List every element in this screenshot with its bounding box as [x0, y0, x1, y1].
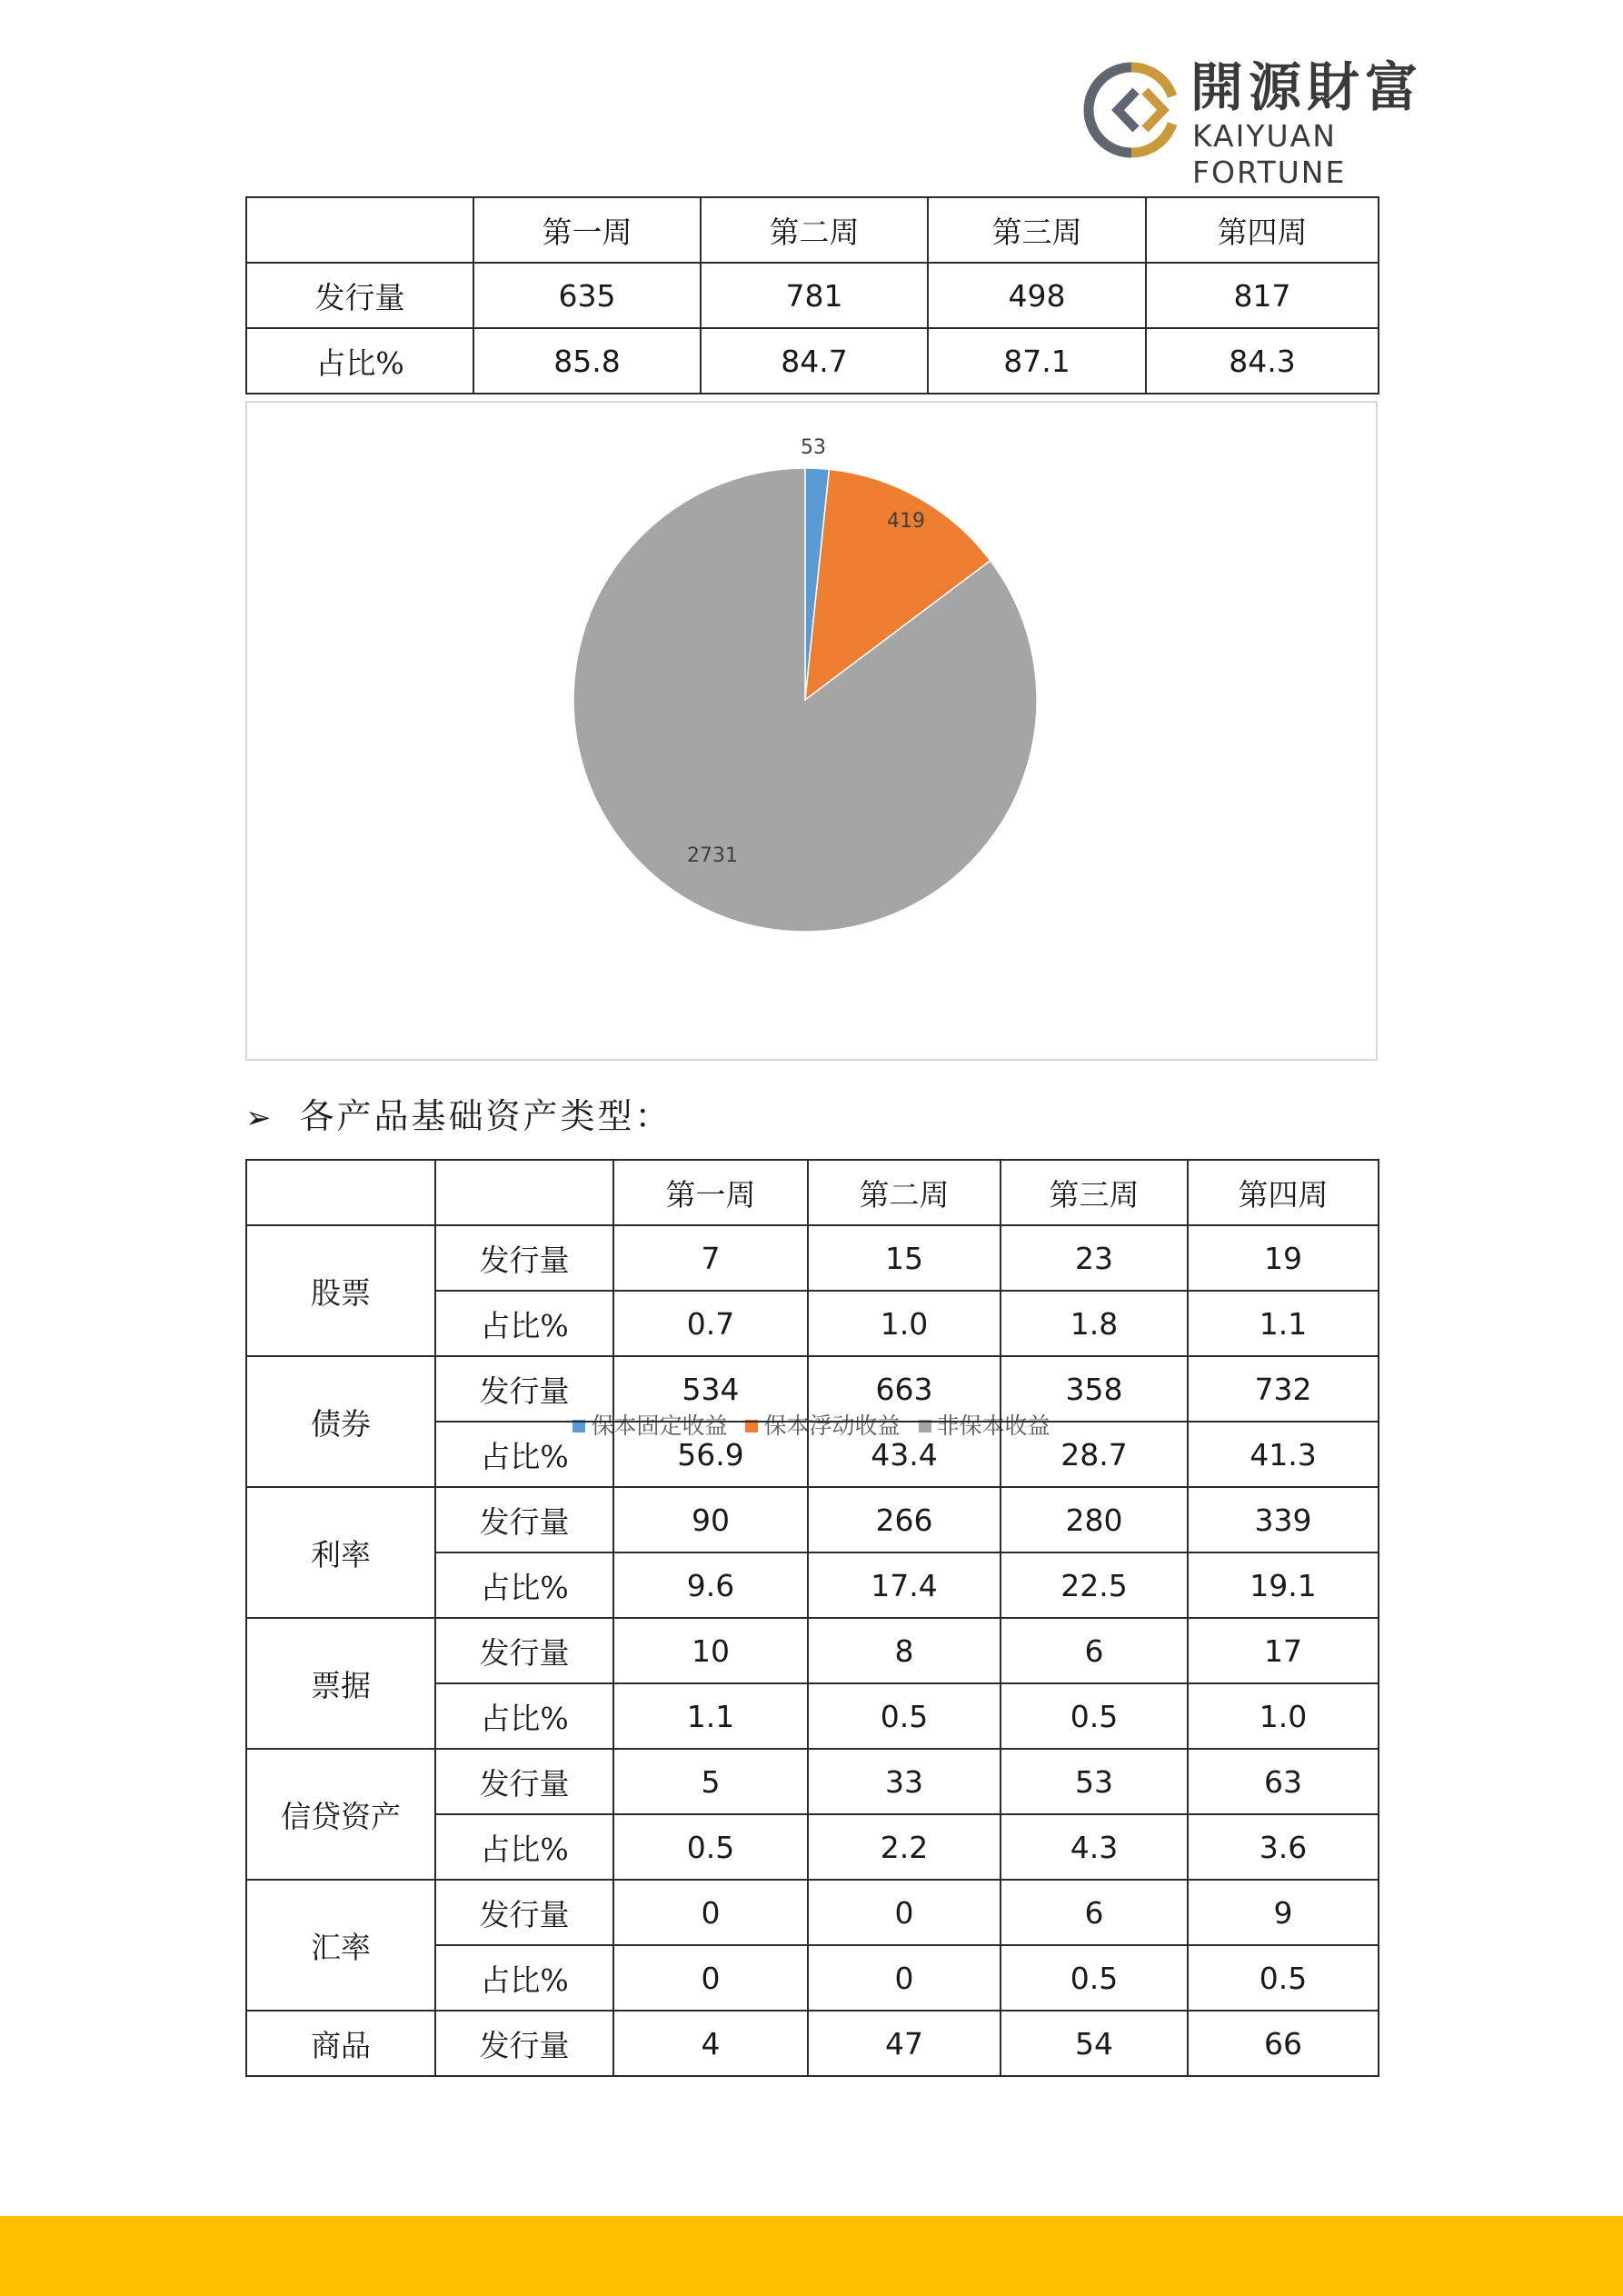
table-cell: 358	[1001, 1356, 1188, 1422]
footer-bar	[0, 2216, 1623, 2296]
table-cell: 280	[1001, 1487, 1188, 1552]
table-cell: 2.2	[808, 1814, 1001, 1880]
table-cell: 28.7	[1001, 1422, 1188, 1487]
table-cell: 0.5	[1001, 1945, 1188, 2011]
table-cell: 6	[1001, 1880, 1188, 1945]
table-cell: 10	[613, 1618, 808, 1683]
table-cell: 1.1	[613, 1683, 808, 1749]
row-label: 占比%	[435, 1683, 613, 1749]
table-cell: 0.5	[613, 1814, 808, 1880]
table-cell: 4	[613, 2011, 808, 2076]
table-cell: 17	[1188, 1618, 1379, 1683]
row-label: 发行量	[435, 2011, 613, 2076]
table-cell: 9	[1188, 1880, 1379, 1945]
asset-type-table	[245, 1159, 1379, 2077]
table-row	[246, 1880, 1379, 1945]
row-label: 占比%	[246, 328, 473, 394]
table-cell: 8	[808, 1618, 1001, 1683]
row-label: 发行量	[435, 1356, 613, 1422]
section-heading-text: 各产品基础资产类型：	[299, 1096, 672, 1136]
table-header-row	[246, 197, 1379, 263]
table-cell: 19.1	[1188, 1552, 1379, 1618]
header-cell	[435, 1160, 613, 1225]
asset-category-label: 信贷资产	[246, 1749, 435, 1880]
table-cell: 56.9	[613, 1422, 808, 1487]
table-cell: 534	[613, 1356, 808, 1422]
row-label: 发行量	[435, 1880, 613, 1945]
logo-english-text: KAIYUAN FORTUNE	[1192, 118, 1347, 190]
header-cell: 第一周	[613, 1160, 808, 1225]
table-cell: 817	[1146, 263, 1379, 328]
table-cell: 23	[1001, 1225, 1188, 1291]
table-row	[246, 1487, 1379, 1552]
table-cell: 266	[808, 1487, 1001, 1552]
table-cell: 0	[613, 1945, 808, 2011]
table-cell: 0	[808, 1945, 1001, 2011]
pie-data-label: 419	[887, 510, 925, 533]
table-cell: 22.5	[1001, 1552, 1188, 1618]
table-cell: 0.5	[1001, 1683, 1188, 1749]
table-cell: 87.1	[928, 328, 1146, 394]
legend-label: 保本浮动收益	[763, 1413, 901, 1439]
table-cell: 0.7	[613, 1291, 808, 1356]
header-cell	[246, 197, 473, 263]
table-cell: 1.1	[1188, 1291, 1379, 1356]
table-cell: 5	[613, 1749, 808, 1814]
arrow-bullet-icon: ➢	[245, 1100, 274, 1136]
header-cell: 第四周	[1188, 1160, 1379, 1225]
legend-label: 非保本收益	[936, 1413, 1050, 1439]
table-cell: 3.6	[1188, 1814, 1379, 1880]
table-row	[246, 1356, 1379, 1422]
pie-data-label: 2731	[687, 844, 738, 867]
table-cell: 732	[1188, 1356, 1379, 1422]
table-cell: 63	[1188, 1749, 1379, 1814]
table-row	[246, 328, 1379, 394]
weekly-issuance-table	[245, 196, 1379, 394]
table-cell: 6	[1001, 1618, 1188, 1683]
table-cell: 0	[613, 1880, 808, 1945]
asset-category-label: 汇率	[246, 1880, 435, 2011]
row-label: 占比%	[435, 1945, 613, 2011]
table-row	[246, 1225, 1379, 1291]
table-cell: 85.8	[473, 328, 701, 394]
table-cell: 663	[808, 1356, 1001, 1422]
table-cell: 0.5	[1188, 1945, 1379, 2011]
table-cell: 0	[808, 1880, 1001, 1945]
asset-category-label: 票据	[246, 1618, 435, 1749]
row-label: 发行量	[246, 263, 473, 328]
table-cell: 17.4	[808, 1552, 1001, 1618]
header-cell: 第一周	[473, 197, 701, 263]
table-cell: 1.0	[1188, 1683, 1379, 1749]
table-cell: 47	[808, 2011, 1001, 2076]
row-label: 发行量	[435, 1225, 613, 1291]
header-cell: 第二周	[808, 1160, 1001, 1225]
table-cell: 15	[808, 1225, 1001, 1291]
row-label: 发行量	[435, 1618, 613, 1683]
table-cell: 7	[613, 1225, 808, 1291]
logo-chinese-text: 開源財富	[1190, 56, 1424, 118]
section-heading	[245, 1091, 672, 1142]
table-header-row	[246, 1160, 1379, 1225]
table-row	[246, 1618, 1379, 1683]
row-label: 发行量	[435, 1487, 613, 1552]
table-cell: 84.7	[701, 328, 928, 394]
table-cell: 53	[1001, 1749, 1188, 1814]
asset-category-label: 股票	[246, 1225, 435, 1356]
table-cell: 1.8	[1001, 1291, 1188, 1356]
table-cell: 781	[701, 263, 928, 328]
table-cell: 41.3	[1188, 1422, 1379, 1487]
table-row	[246, 1749, 1379, 1814]
header-cell: 第三周	[928, 197, 1146, 263]
table-cell: 0.5	[808, 1683, 1001, 1749]
table-cell: 498	[928, 263, 1146, 328]
header-cell: 第二周	[701, 197, 928, 263]
table-cell: 43.4	[808, 1422, 1001, 1487]
company-logo	[1081, 56, 1499, 190]
row-label: 占比%	[435, 1422, 613, 1487]
table-cell: 33	[808, 1749, 1001, 1814]
table-cell: 90	[613, 1487, 808, 1552]
header-cell	[246, 1160, 435, 1225]
table-cell: 84.3	[1146, 328, 1379, 394]
table-cell: 19	[1188, 1225, 1379, 1291]
table-cell: 54	[1001, 2011, 1188, 2076]
header-cell: 第四周	[1146, 197, 1379, 263]
asset-category-label: 债券	[246, 1356, 435, 1487]
row-label: 发行量	[435, 1749, 613, 1814]
table-cell: 4.3	[1001, 1814, 1188, 1880]
row-label: 占比%	[435, 1552, 613, 1618]
table-cell: 1.0	[808, 1291, 1001, 1356]
table-cell: 9.6	[613, 1552, 808, 1618]
row-label: 占比%	[435, 1291, 613, 1356]
table-row	[246, 2011, 1379, 2076]
table-cell: 339	[1188, 1487, 1379, 1552]
header-cell: 第三周	[1001, 1160, 1188, 1225]
row-label: 占比%	[435, 1814, 613, 1880]
pie-chart	[247, 403, 1376, 1059]
table-cell: 635	[473, 263, 701, 328]
pie-data-label: 53	[801, 436, 826, 459]
table-cell: 66	[1188, 2011, 1379, 2076]
asset-category-label: 利率	[246, 1487, 435, 1618]
legend-label: 保本固定收益	[591, 1413, 728, 1439]
kaiyuan-logo-icon	[1081, 60, 1181, 160]
asset-category-label: 商品	[246, 2011, 435, 2076]
table-row	[246, 263, 1379, 328]
